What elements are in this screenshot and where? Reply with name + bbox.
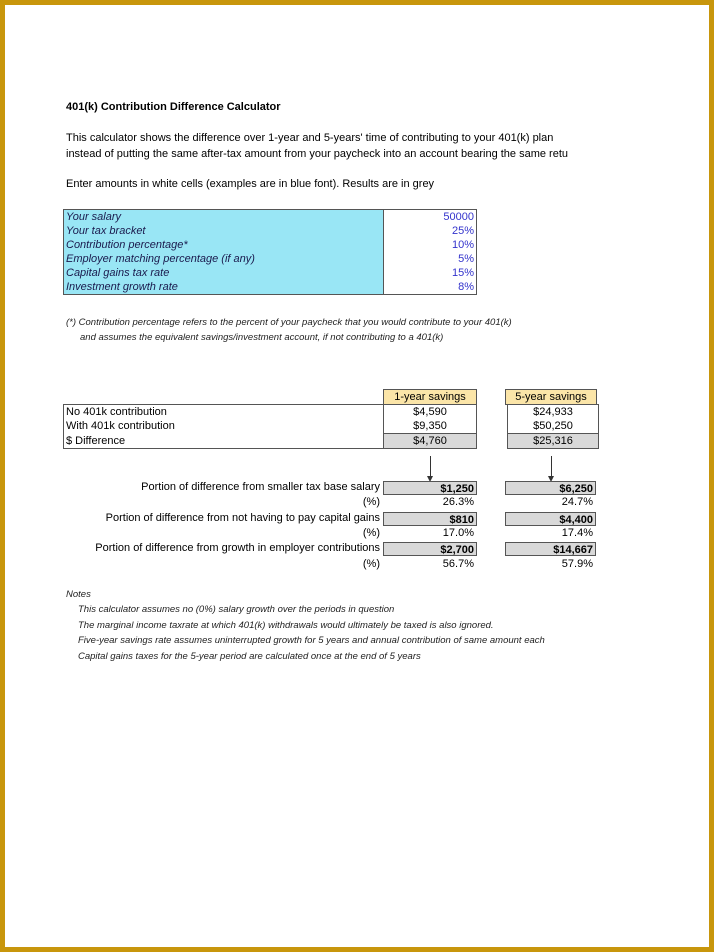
- note-item: The marginal income taxrate at which 401(k) withdrawals would ultimately be taxed is also ignored.: [78, 620, 494, 631]
- note-item: This calculator assumes no (0%) salary growth over the periods in question: [78, 604, 395, 615]
- input-label: Employer matching percentage (if any): [64, 252, 384, 266]
- input-label: Your tax bracket: [64, 224, 384, 238]
- input-row-contribution: [64, 238, 477, 252]
- note-item: Capital gains taxes for the 5-year period are calculated once at the end of 5 years: [78, 651, 421, 662]
- portion-label: Portion of difference from smaller tax base salary: [141, 481, 380, 493]
- portion-label: Portion of difference from not having to pay capital gains: [105, 512, 380, 524]
- down-arrow-icon: [430, 456, 431, 478]
- input-label: Your salary: [64, 210, 384, 225]
- input-label: Capital gains tax rate: [64, 266, 384, 280]
- value-1-year: $4,590: [384, 405, 477, 420]
- value-1-year: $9,350: [384, 419, 477, 434]
- table-row: [64, 419, 599, 434]
- portion-1-year: $2,700: [383, 542, 477, 556]
- pct-1-year: 26.3%: [442, 496, 474, 508]
- input-row-salary: [64, 210, 477, 225]
- tax-bracket-input[interactable]: 25%: [384, 224, 477, 238]
- down-arrow-icon: [551, 456, 552, 478]
- pct-label: (%): [362, 496, 380, 508]
- salary-input[interactable]: 50000: [384, 210, 477, 225]
- input-label: Investment growth rate: [64, 280, 384, 295]
- savings-table: [63, 404, 599, 449]
- contribution-input[interactable]: 10%: [384, 238, 477, 252]
- table-row-difference: [64, 434, 599, 449]
- row-label: With 401k contribution: [64, 419, 384, 434]
- instructions: Enter amounts in white cells (examples are in blue font). Results are in grey: [66, 178, 435, 190]
- portion-1-year: $1,250: [383, 481, 477, 495]
- page-title: 401(k) Contribution Difference Calculator: [66, 101, 281, 113]
- header-1-year: 1-year savings: [383, 389, 477, 405]
- employer-match-input[interactable]: 5%: [384, 252, 477, 266]
- portion-5-year: $6,250: [505, 481, 596, 495]
- row-label: $ Difference: [64, 434, 384, 449]
- notes-heading: Notes: [66, 589, 91, 600]
- footnote-line-2: and assumes the equivalent savings/investment account, if not contributing to a 401(k): [80, 332, 444, 343]
- input-row-capital-gains: [64, 266, 477, 280]
- input-row-tax-bracket: [64, 224, 477, 238]
- description-line-2: instead of putting the same after-tax amount from your paycheck into an account bearing the same retu: [66, 148, 569, 160]
- value-5-year: $50,250: [508, 419, 599, 434]
- description-line-1: This calculator shows the difference over 1-year and 5-years' time of contributing to your 401(k) plan: [66, 132, 554, 144]
- growth-rate-input[interactable]: 8%: [384, 280, 477, 295]
- note-item: Five-year savings rate assumes uninterrupted growth for 5 years and annual contribution of same amount each: [78, 635, 545, 646]
- inputs-table: [63, 209, 477, 295]
- portion-label: Portion of difference from growth in employer contributions: [95, 542, 380, 554]
- value-5-year: $24,933: [508, 405, 599, 420]
- portion-5-year: $4,400: [505, 512, 596, 526]
- portion-1-year: $810: [383, 512, 477, 526]
- input-row-employer-match: [64, 252, 477, 266]
- difference-1-year: $4,760: [384, 434, 477, 449]
- pct-5-year: 57.9%: [561, 558, 593, 570]
- portion-5-year: $14,667: [505, 542, 596, 556]
- pct-label: (%): [362, 558, 380, 570]
- input-row-growth: [64, 280, 477, 295]
- table-row: [64, 405, 599, 420]
- pct-5-year: 17.4%: [561, 527, 593, 539]
- footnote-line-1: (*) Contribution percentage refers to the percent of your paycheck that you would contribute to your 401(k): [66, 317, 512, 328]
- input-label: Contribution percentage*: [64, 238, 384, 252]
- pct-1-year: 56.7%: [442, 558, 474, 570]
- difference-5-year: $25,316: [508, 434, 599, 449]
- header-5-year: 5-year savings: [505, 389, 597, 405]
- pct-label: (%): [362, 527, 380, 539]
- row-label: No 401k contribution: [64, 405, 384, 420]
- pct-5-year: 24.7%: [561, 496, 593, 508]
- capital-gains-input[interactable]: 15%: [384, 266, 477, 280]
- pct-1-year: 17.0%: [442, 527, 474, 539]
